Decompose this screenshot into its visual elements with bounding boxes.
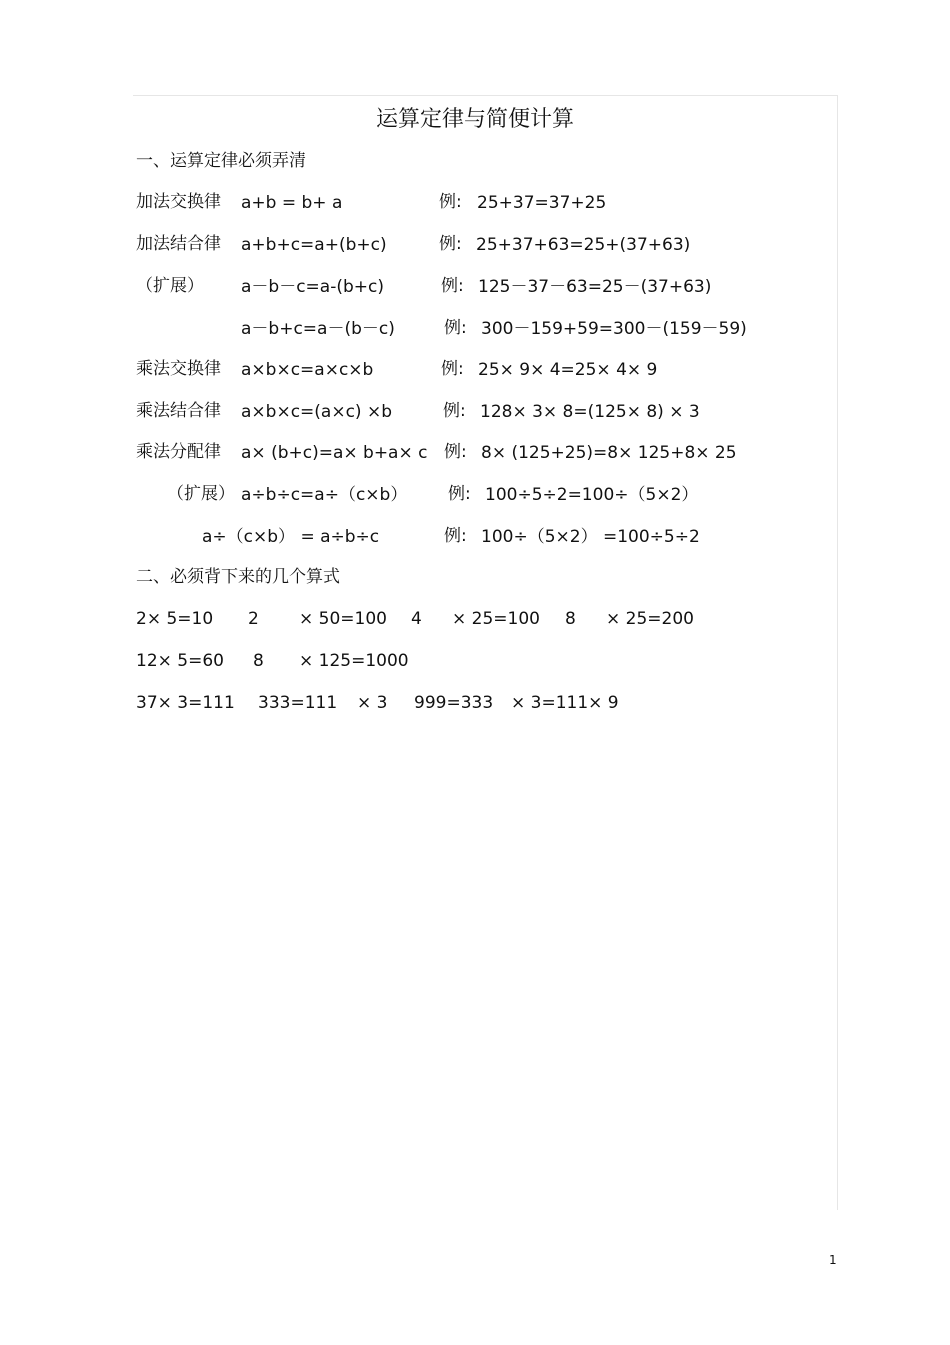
law-formula: a+b = b+ a: [241, 193, 343, 213]
memorize-formula: 333=111: [258, 693, 338, 713]
law-example: 300－159+59=300－(159－59): [481, 319, 747, 339]
memorize-formula: 8: [565, 609, 576, 629]
law-example: 100÷5÷2=100÷（5×2）: [485, 485, 699, 505]
page-border-right: [837, 95, 838, 1210]
memorize-formula: × 3=111× 9: [511, 693, 619, 713]
memorize-formula: 2× 5=10: [136, 609, 214, 629]
law-example: 128× 3× 8=(125× 8) × 3: [480, 402, 700, 422]
law-name: 乘法分配律: [136, 442, 221, 462]
memorize-formula: × 125=1000: [299, 651, 409, 671]
section-2-heading: 二、必须背下来的几个算式: [136, 567, 340, 587]
memorize-formula: × 50=100: [299, 609, 387, 629]
example-label: 例:: [448, 484, 471, 504]
law-formula: a÷b÷c=a÷（c×b）: [241, 485, 408, 505]
law-formula: a×b×c=a×c×b: [241, 360, 374, 380]
law-formula: a× (b+c)=a× b+a× c: [241, 443, 428, 463]
law-formula: a－b+c=a－(b－c): [241, 319, 395, 339]
section-1-heading: 一、运算定律必须弄清: [136, 151, 306, 171]
example-label: 例:: [441, 359, 464, 379]
memorize-formula: 12× 5=60: [136, 651, 224, 671]
law-extension-label: （扩展）: [136, 276, 204, 296]
law-formula: a×b×c=(a×c) ×b: [241, 402, 392, 422]
law-example: 125－37－63=25－(37+63): [478, 277, 712, 297]
law-example: 100÷（5×2） =100÷5÷2: [481, 527, 700, 547]
memorize-formula: 8: [253, 651, 264, 671]
example-label: 例:: [443, 401, 466, 421]
memorize-formula: × 3: [357, 693, 388, 713]
memorize-formula: 37× 3=111: [136, 693, 235, 713]
memorize-formula: 2: [248, 609, 259, 629]
page-border-top: [133, 95, 838, 96]
law-example: 8× (125+25)=8× 125+8× 25: [481, 443, 737, 463]
law-formula: a÷（c×b） = a÷b÷c: [202, 527, 380, 547]
memorize-formula: × 25=100: [452, 609, 540, 629]
law-name: 乘法结合律: [136, 401, 221, 421]
example-label: 例:: [444, 442, 467, 462]
law-example: 25+37=37+25: [477, 193, 607, 213]
example-label: 例:: [439, 234, 462, 254]
page-number: 1: [829, 1253, 837, 1267]
law-formula: a+b+c=a+(b+c): [241, 235, 387, 255]
law-name: 加法结合律: [136, 234, 221, 254]
law-formula: a－b－c=a-(b+c): [241, 277, 384, 297]
page-title: 运算定律与简便计算: [375, 107, 574, 132]
example-label: 例:: [444, 318, 467, 338]
example-label: 例:: [441, 276, 464, 296]
law-name: 加法交换律: [136, 192, 221, 212]
memorize-formula: × 25=200: [606, 609, 694, 629]
example-label: 例:: [439, 192, 462, 212]
memorize-formula: 999=333: [414, 693, 494, 713]
law-name: 乘法交换律: [136, 359, 221, 379]
memorize-formula: 4: [411, 609, 422, 629]
law-example: 25+37+63=25+(37+63): [476, 235, 691, 255]
law-example: 25× 9× 4=25× 4× 9: [478, 360, 658, 380]
law-extension-label: （扩展）: [167, 484, 235, 504]
example-label: 例:: [444, 526, 467, 546]
